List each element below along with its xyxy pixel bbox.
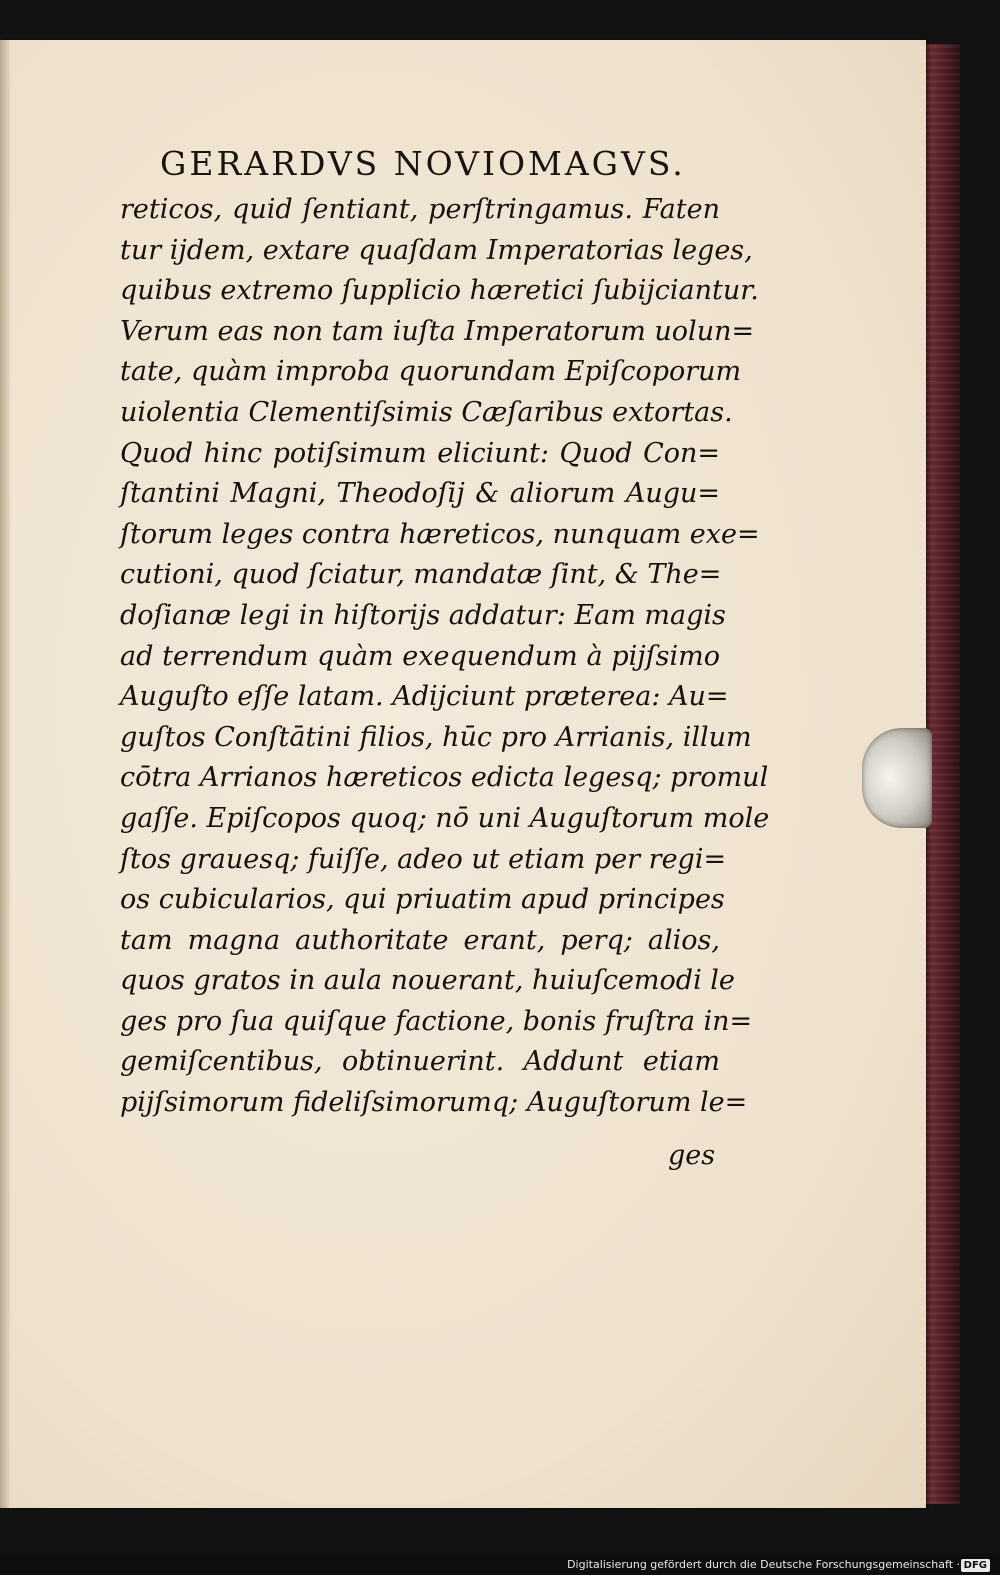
text-line: pijſsimorum fideliſsimorumq; Auguſtorum le=	[120, 1087, 748, 1119]
text-line: ad terrendum quàm exequendum à pijſsimo	[120, 640, 720, 672]
text-line: ges pro ſua quiſque factione, bonis fruſtra in=	[120, 1005, 753, 1037]
body-text	[120, 190, 770, 1124]
text-line: quos gratos in aula nouerant, huiuſcemodi le	[120, 965, 735, 997]
text-line: gaſſe. Epiſcopos quoq; nō uni Auguſtorum mole	[120, 802, 770, 834]
catchword: ges	[668, 1140, 716, 1171]
text-line: ſtantini Magni, Theodoſij & aliorum Augu=	[120, 478, 720, 510]
page-gutter-edge	[0, 40, 10, 1508]
dfg-logo: DFG	[961, 1559, 990, 1572]
page-clip	[862, 728, 932, 828]
text-line: guſtos Conſtātini filios, hūc pro Arrianis, illum	[120, 721, 752, 753]
text-line: tate, quàm improba quorundam Epiſcoporum	[120, 356, 742, 388]
text-line: os cubicularios, qui priuatim apud principes	[120, 884, 725, 916]
text-line: quibus extremo ſupplicio hæretici ſubijciantur.	[120, 275, 759, 307]
text-line: Quod hinc potiſsimum eliciunt: Quod Con=	[120, 437, 720, 469]
footer-bar	[0, 1553, 1000, 1575]
text-line: gemiſcentibus, obtinuerint. Addunt etiam	[120, 1046, 720, 1078]
footer-credit: Digitalisierung gefördert durch die Deutsche Forschungsgemeinschaft ·	[567, 1558, 960, 1571]
text-line: reticos, quid ſentiant, perſtringamus. Faten	[120, 194, 720, 225]
text-line: tam magna authoritate erant, perq; alios,	[120, 924, 720, 956]
running-head: GERARDVS NOVIOMAGVS.	[160, 144, 686, 183]
text-line: Auguſto eſſe latam. Adijciunt præterea: Au=	[120, 681, 729, 713]
text-line: doſianæ legi in hiſtorijs addatur: Eam magis	[120, 599, 726, 631]
text-line: ſtos grauesq; fuiſſe, adeo ut etiam per regi=	[120, 843, 727, 875]
text-line: uiolentia Clementiſsimis Cæſaribus extortas.	[120, 396, 733, 428]
text-line: tur ijdem, extare quaſdam Imperatorias leges,	[120, 234, 753, 266]
text-line: ſtorum leges contra hæreticos, nunquam exe=	[120, 518, 760, 550]
text-line: cutioni, quod ſciatur, mandatæ ſint, & The=	[120, 559, 722, 591]
text-line: cōtra Arrianos hæreticos edicta legesq; promul	[120, 762, 769, 794]
text-line: Verum eas non tam iuſta Imperatorum uolun=	[120, 315, 755, 347]
